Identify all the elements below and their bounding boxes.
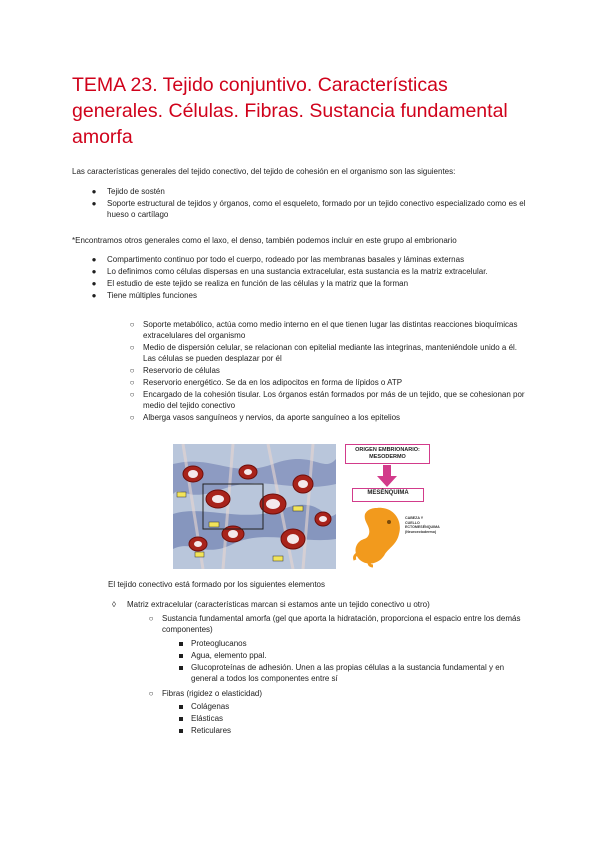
- bullet-icon: ●: [91, 255, 97, 264]
- fibers-list: [145, 688, 535, 700]
- page-title: TEMA 23. Tejido conjuntivo. Características generales. Células. Fibras. Sustancia fundamental amorfa: [72, 74, 508, 148]
- hollow-bullet-icon: ○: [129, 320, 135, 329]
- hollow-bullet-icon: ○: [129, 343, 135, 352]
- list-item: ○ Medio de dispersión celular, se relacionan con epitelial mediante las integrinas, manteniéndole unido a él. Las células se pueden desplazar por él: [126, 342, 526, 364]
- intro-paragraph: Las características generales del tejido conectivo, del tejido de cohesión en el organismo son las siguientes:: [72, 167, 456, 176]
- bullet-icon: ●: [91, 267, 97, 276]
- list-item: ● Tiene múltiples funciones: [88, 290, 528, 301]
- list-item: ● Compartimento continuo por todo el cuerpo, rodeado por las membranas basales y láminas externas: [88, 254, 528, 265]
- diamond-bullet-icon: ◊: [112, 600, 116, 609]
- functions-list: [126, 319, 526, 424]
- histology-micrograph: [173, 444, 336, 569]
- list-item: ● El estudio de este tejido se realiza en función de las células y la matriz que la forman: [88, 278, 528, 289]
- list-item: Colágenas: [175, 701, 530, 712]
- hollow-bullet-icon: ○: [129, 378, 135, 387]
- list-item: ○ Reservorio energético. Se da en los adipocitos en forma de lípidos o ATP: [126, 377, 526, 388]
- list-item: Glucoproteínas de adhesión. Unen a las propias células a la sustancia fundamental y en general a todos los componentes entre sí: [175, 662, 530, 684]
- down-arrow-icon: [377, 465, 397, 487]
- bullet-icon: ●: [91, 291, 97, 300]
- list-item: ○ Soporte metabólico, actúa como medio interno en el que tienen lugar las distintas reacciones bioquímicas extracelulares del organismo: [126, 319, 526, 341]
- embryo-origin-diagram: [345, 444, 440, 569]
- substance-items-list: [175, 638, 530, 685]
- square-bullet-icon: [175, 713, 187, 724]
- list-item: ○ Alberga vasos sanguíneos y nervios, da aporte sanguíneo a los epitelios: [126, 412, 526, 423]
- general-characteristics-list: [88, 186, 528, 221]
- mesenchyme-box: MESÉNQUIMA: [352, 488, 424, 502]
- square-bullet-icon: [175, 701, 187, 712]
- bullet-icon: ●: [91, 279, 97, 288]
- elements-list: [108, 599, 538, 611]
- list-item: ○ Encargado de la cohesión tisular. Los órganos están formados por más de un tejido, que se cohesionan por medio del tejido conectivo: [126, 389, 526, 411]
- square-bullet-icon: [175, 662, 187, 673]
- list-item: Agua, elemento ppal.: [175, 650, 530, 661]
- note-paragraph: *Encontramos otros generales como el laxo, el denso, también podemos incluir en este grupo al embrionario: [72, 236, 457, 245]
- square-bullet-icon: [175, 650, 187, 661]
- hollow-bullet-icon: ○: [129, 366, 135, 375]
- bullet-icon: ●: [91, 199, 97, 208]
- properties-list: [88, 254, 528, 302]
- hollow-bullet-icon: ○: [148, 689, 154, 698]
- list-item: ◊ Matriz extracelular (características marcan si estamos ante un tejido conectivo u otro): [108, 599, 538, 610]
- origin-box: ORIGEN EMBRIONARIO: MESODERMO: [345, 444, 430, 464]
- list-item: ● Tejido de sostén: [88, 186, 528, 197]
- list-item: ○ Reservorio de células: [126, 365, 526, 376]
- list-item: ● Soporte estructural de tejidos y órganos, como el esqueleto, formado por un tejido conectivo especializado como es el hueso o cartílago: [88, 198, 528, 220]
- hollow-bullet-icon: ○: [129, 390, 135, 399]
- elements-heading: El tejido conectivo está formado por los siguientes elementos: [108, 580, 326, 589]
- list-item: Proteoglucanos: [175, 638, 530, 649]
- matrix-components-list: [145, 613, 535, 636]
- list-item: Elásticas: [175, 713, 530, 724]
- square-bullet-icon: [175, 725, 187, 736]
- list-item: ● Lo definimos como células dispersas en una sustancia extracelular, esta sustancia es la matriz extracelular.: [88, 266, 528, 277]
- list-item: ○ Fibras (rigidez o elasticidad): [145, 688, 535, 699]
- list-item: Reticulares: [175, 725, 530, 736]
- bullet-icon: ●: [91, 187, 97, 196]
- embryo-icon: [345, 504, 407, 568]
- hollow-bullet-icon: ○: [129, 413, 135, 422]
- fiber-items-list: [175, 701, 530, 737]
- square-bullet-icon: [175, 638, 187, 649]
- hollow-bullet-icon: ○: [148, 614, 154, 623]
- list-item: ○ Sustancia fundamental amorfa (gel que aporta la hidratación, proporciona el espacio entre los demás componentes): [145, 613, 535, 635]
- figure: [173, 444, 440, 569]
- embryo-caption: CABEZA Y CUELLO ECTOMESÉNQUIMA (Neuroectodermo): [405, 516, 440, 534]
